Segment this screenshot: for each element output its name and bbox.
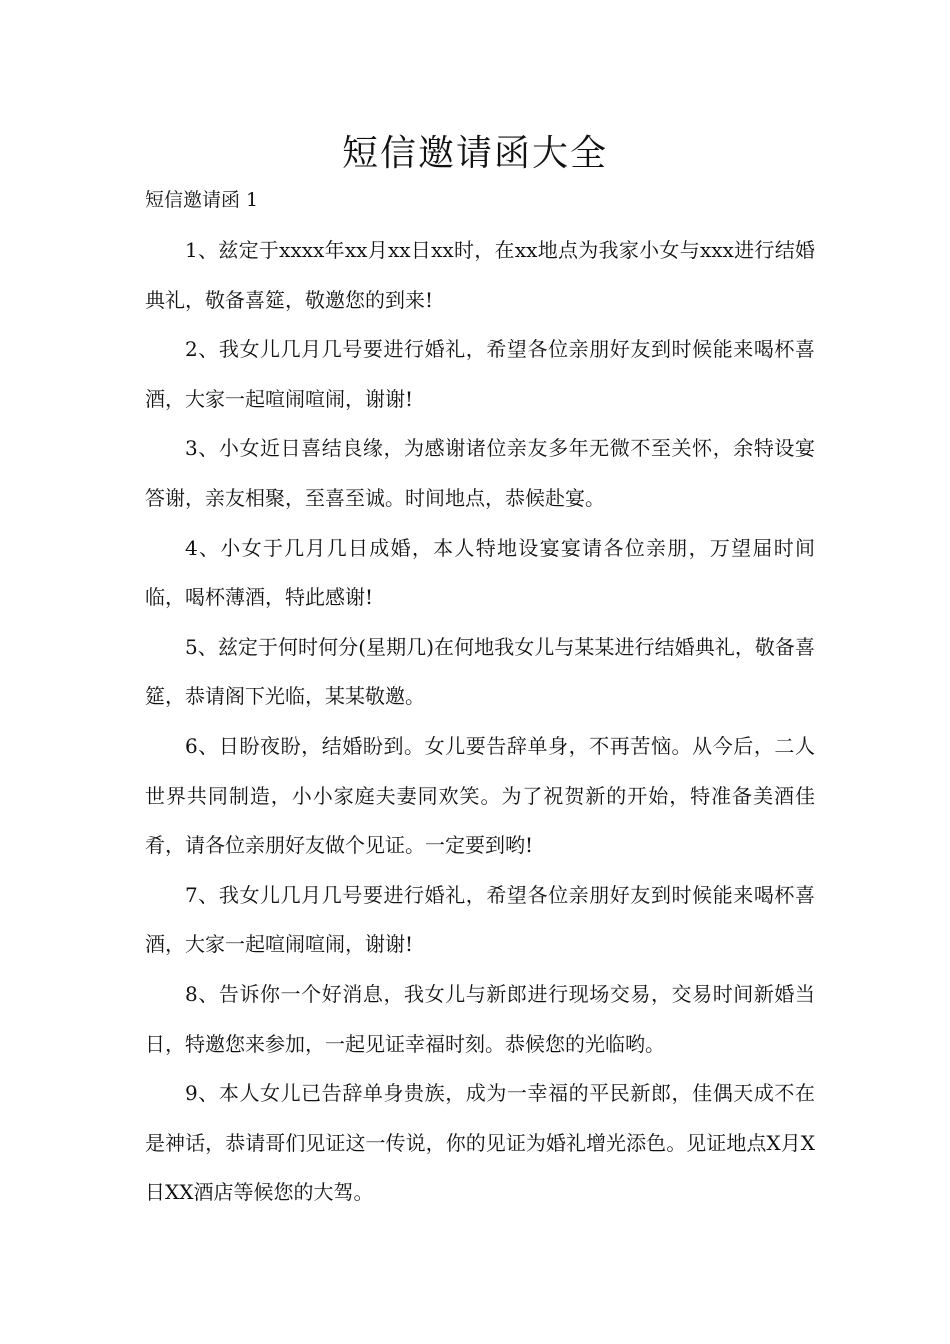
paragraph-2: 2、我女儿几月几号要进行婚礼，希望各位亲朋好友到时候能来喝杯喜酒，大家一起喧闹喧闹，谢谢! xyxy=(145,337,815,411)
section-heading: 短信邀请函 1 xyxy=(145,189,259,211)
paragraph-9: 9、本人女儿已告辞单身贵族，成为一幸福的平民新郎，佳偶天成不在是神话，恭请哥们见证这一传说，你的见证为婚礼增光添色。见证地点X月X日XX酒店等候您的大驾。 xyxy=(145,1081,815,1205)
paragraph-8: 8、告诉你一个好消息，我女儿与新郎进行现场交易，交易时间新婚当日，特邀您来参加，一起见证幸福时刻。恭候您的光临哟。 xyxy=(145,981,815,1056)
paragraph-4: 4、小女于几月几日成婚，本人特地设宴宴请各位亲朋，万望届时间临，喝杯薄酒，特此感谢! xyxy=(145,535,815,610)
paragraph-3: 3、小女近日喜结良缘，为感谢诸位亲友多年无微不至关怀，余特设宴答谢，亲友相聚，至喜至诚。时间地点，恭候赴宴。 xyxy=(145,436,815,510)
paragraph-1: 1、兹定于xxxx年xx月xx日xx时，在xx地点为我家小女与xxx进行结婚典礼，敬备喜筵，敬邀您的到来! xyxy=(145,238,815,312)
paragraph-7: 7、我女儿几月几号要进行婚礼，希望各位亲朋好友到时候能来喝杯喜酒，大家一起喧闹喧闹，谢谢! xyxy=(145,882,815,957)
paragraph-5: 5、兹定于何时何分(星期几)在何地我女儿与某某进行结婚典礼，敬备喜筵，恭请阁下光临，某某敬邀。 xyxy=(145,634,815,709)
document-title: 短信邀请函大全 xyxy=(341,133,608,174)
paragraph-6: 6、日盼夜盼，结婚盼到。女儿要告辞单身，不再苦恼。从今后，二人世界共同制造，小小家庭夫妻同欢笑。为了祝贺新的开始，特准备美酒佳肴，请各位亲朋好友做个见证。一定要到哟! xyxy=(145,733,815,858)
document-body xyxy=(145,226,815,1218)
